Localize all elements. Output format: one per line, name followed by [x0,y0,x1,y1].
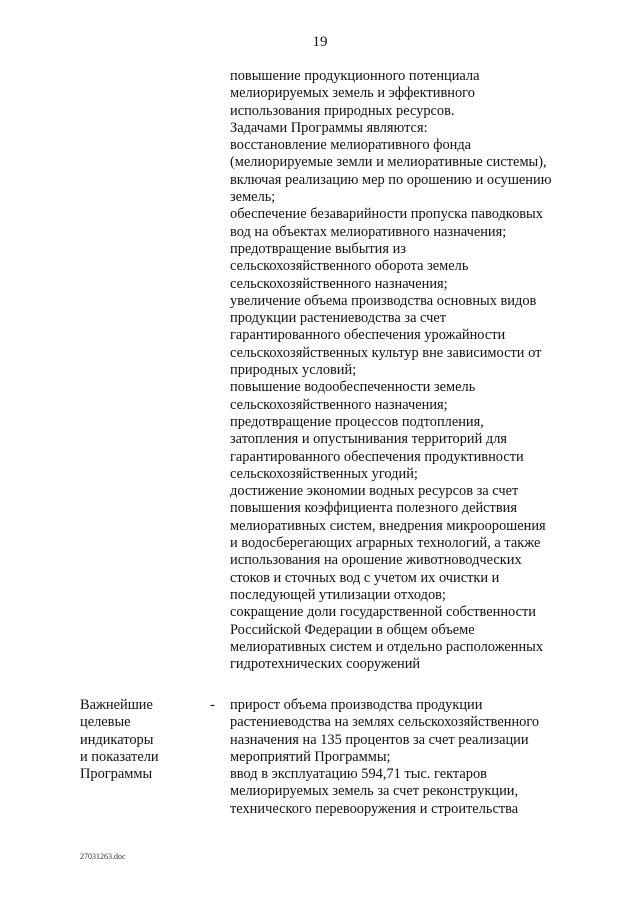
text-line: сельскохозяйственного оборота земель [230,258,469,275]
text-line: (мелиорируемые земли и мелиоративные системы), [230,154,547,171]
text-line: вод на объектах мелиоративного назначения; [230,223,507,240]
heading-line: целевые [80,714,131,731]
separator-dash: - [210,697,215,713]
text-line: сокращение доли государственной собственности [230,604,536,621]
text-line: мелиорируемых земель за счет реконструкции, [230,783,519,800]
text-line: достижение экономии водных ресурсов за счет [230,483,519,500]
heading-line: и показатели [80,748,159,765]
heading-line: Программы [80,766,153,783]
text-line: технического перевооружения и строительства [230,800,519,817]
text-line: мелиоративных систем, внедрения микроорошения [230,517,546,534]
text-line: стоков и сточных вод с учетом их очистки и [230,569,500,586]
text-line: Задачами Программы являются: [230,119,428,136]
text-line: прирост объема производства продукции [230,697,483,713]
text-line: гарантированного обеспечения продуктивности [230,448,524,465]
text-line: сельскохозяйственного назначения; [230,275,448,292]
text-line: земель; [230,189,276,206]
text-line: увеличение объема производства основных видов [230,292,537,309]
text-line: сельскохозяйственного назначения; [230,396,448,413]
text-line: сельскохозяйственных культур вне зависимости от [230,344,542,361]
text-line: гарантированного обеспечения урожайности [230,327,506,344]
heading-line: Важнейшие [80,697,153,713]
text-line: и водосберегающих аграрных технологий, а также [230,535,541,552]
text-line: повышение продукционного потенциала [230,68,480,84]
text-line: мелиоративных систем и отдельно расположенных [230,638,544,655]
text-line: Российской Федерации в общем объеме [230,621,475,638]
text-line: предотвращение выбытия из [230,240,406,257]
text-line: повышения коэффициента полезного действия [230,500,517,517]
text-line: затопления и опустынивания территорий для [230,431,508,448]
text-line: повышение водообеспеченности земель [230,379,476,396]
text-line: предотвращение процессов подтопления, [230,413,484,430]
text-line: сельскохозяйственных угодий; [230,465,418,482]
text-line: последующей утилизации отходов; [230,586,446,603]
page-number: 19 [312,34,328,50]
text-line: использования природных ресурсов. [230,102,455,119]
text-line: мелиорируемых земель и эффективного [230,85,475,102]
text-line: продукции растениеводства за счет [230,310,447,327]
text-line: гидротехнических сооружений [230,656,421,673]
document-code: 27031263.doc [80,852,126,861]
heading-line: индикаторы [80,731,154,748]
indicators-text [230,697,570,818]
goals-and-tasks-text [230,68,570,673]
text-line: растениеводства на землях сельскохозяйственного [230,714,540,731]
text-line: включая реализацию мер по орошению и осушению [230,171,552,188]
indicators-heading [80,697,190,783]
text-line: ввод в эксплуатацию 594,71 тыс. гектаров [230,766,487,783]
text-line: назначения на 135 процентов за счет реализации [230,731,529,748]
text-line: обеспечение безаварийности пропуска паводковых [230,206,543,223]
text-line: мероприятий Программы; [230,748,391,765]
text-line: природных условий; [230,362,357,379]
text-line: восстановление мелиоративного фонда [230,137,472,154]
text-line: использования на орошение животноводческих [230,552,522,569]
